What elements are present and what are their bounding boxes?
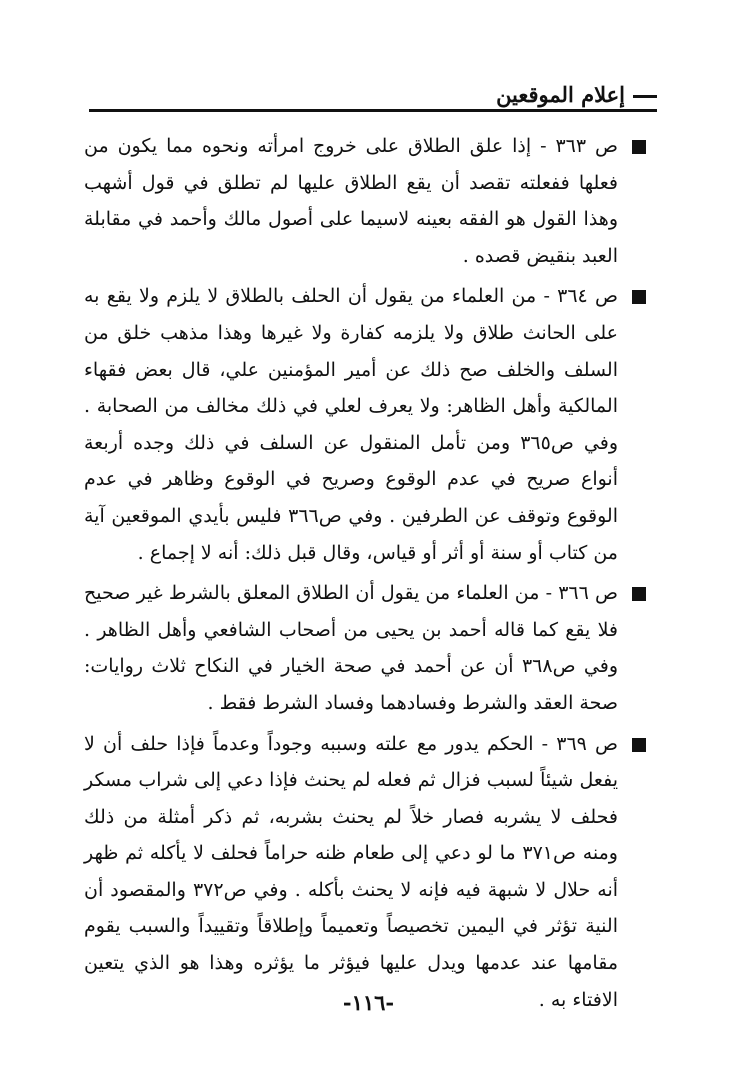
entry: [84, 278, 652, 571]
square-bullet-icon: [632, 587, 646, 601]
header-rule: [89, 109, 657, 112]
entry: [84, 726, 652, 1019]
entry-text: ص ٣٦٦ - من العلماء من يقول أن الطلاق المعلق بالشرط غير صحيح فلا يقع كما قاله أحمد بن يحيى من أصحاب الشافعي وأهل الظاهر . وفي ص٣٦٨ أن عن أحمد في صحة الخيار في النكاح ثلاث روايات: صحة العقد والشرط وفسادهما وفساد الشرط فقط .: [84, 582, 619, 714]
entry-text: ص ٣٦٣ - إذا علق الطلاق على خروج امرأته ونحوه مما يكون من فعلها ففعلته تقصد أن يقع الطلاق عليها لم تطلق في قول أشهب وهذا القول هو الفقه بعينه لاسيما على أصول مالك وأحمد في مقابلة العبد بنقيض قصده .: [84, 135, 619, 267]
entry: [84, 575, 652, 721]
entry-text: ص ٣٦٤ - من العلماء من يقول أن الحلف بالطلاق لا يلزم ولا يقع به على الحانث طلاق ولا يلزمه كفارة ولا غيرها وهذا مذهب خلق من السلف والخلف صح ذلك عن أمير المؤمنين علي، قال بعض فقهاء المالكية وأهل الظاهر: ولا يعرف لعلي في ذلك مخالف من الصحابة . وفي ص٣٦٥ ومن تأمل المنقول عن السلف في ذلك وجده أربعة أنواع صريح في عدم الوقوع وصريح في الوقوع وظاهر في عدم الوقوع وتوقف عن الطرفين . وفي ص٣٦٦ فليس بأيدي الموقعين آية من كتاب أو سنة أو أثر أو قياس، وقال قبل ذلك: أنه لا إجماع .: [84, 285, 619, 564]
running-header-title: إعلام الموقعين: [496, 82, 657, 108]
page-body: [84, 128, 652, 1022]
entry-text: ص ٣٦٩ - الحكم يدور مع علته وسببه وجوداً وعدماً فإذا حلف أن لا يفعل شيئاً لسبب فزال ثم فعله لم يحنث فإذا دعي إلى شراب مسكر فحلف لا يشربه فصار خلاً لم يحنث بشربه، ثم ذكر أمثلة من ذلك ومنه ص٣٧١ ما لو دعي إلى طعام ظنه حراماً فحلف لا يأكله ثم ظهر أنه حلال لا شبهة فيه فإنه لا يحنث بأكله . وفي ص٣٧٢ والمقصود أن النية تؤثر في اليمين تخصيصاً وتعميماً وإطلاقاً وتقييداً والسبب يقوم مقامها عند عدمها ويدل عليها فيؤثر ما يؤثره وهذا هو الذي يتعين الافتاء به .: [84, 732, 619, 1011]
running-header: [89, 82, 657, 112]
entry: [84, 128, 652, 274]
square-bullet-icon: [632, 290, 646, 304]
square-bullet-icon: [632, 738, 646, 752]
square-bullet-icon: [632, 140, 646, 154]
page-number: -١١٦-: [342, 990, 395, 1015]
